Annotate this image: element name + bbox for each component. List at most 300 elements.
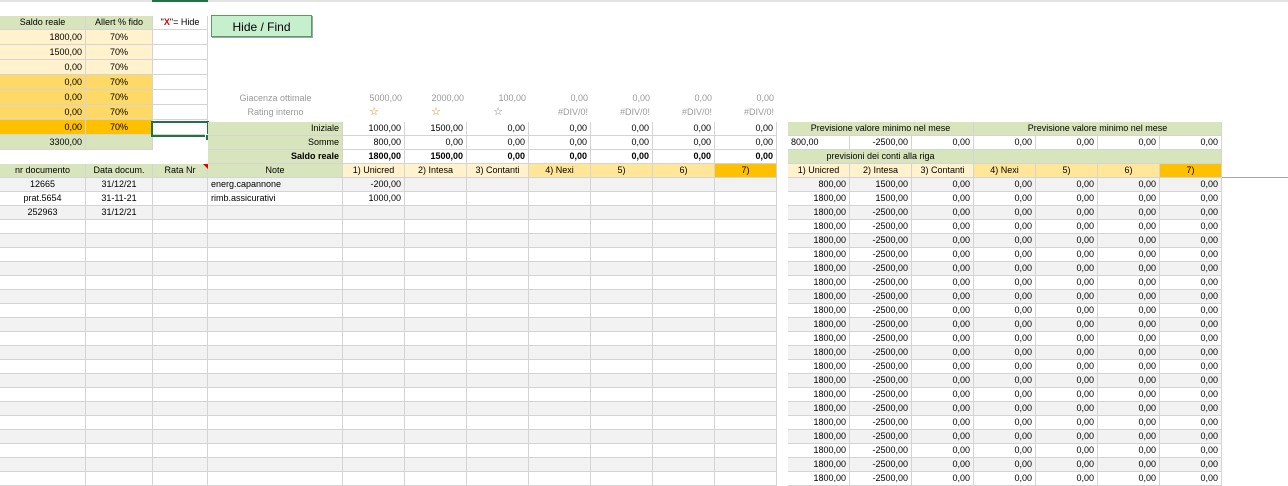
forecast-value[interactable]: 0,00: [1036, 234, 1098, 248]
amount-cell[interactable]: [715, 192, 777, 206]
forecast-value[interactable]: -2500,00: [850, 206, 912, 220]
amount-cell[interactable]: [715, 360, 777, 374]
rata-nr-cell[interactable]: [153, 318, 208, 332]
rata-nr-cell[interactable]: [153, 388, 208, 402]
amount-cell[interactable]: [653, 318, 715, 332]
nr-documento-cell[interactable]: [0, 458, 86, 472]
forecast-header[interactable]: 3) Contanti: [912, 164, 974, 178]
amount-cell[interactable]: [467, 262, 529, 276]
saldo-total[interactable]: 3300,00: [0, 135, 86, 150]
forecast-value[interactable]: 0,00: [912, 290, 974, 304]
amount-cell[interactable]: [653, 458, 715, 472]
amount-cell[interactable]: [529, 374, 591, 388]
iniziale-value[interactable]: 0,00: [467, 122, 529, 136]
somme-value[interactable]: 0,00: [591, 136, 653, 150]
forecast-value[interactable]: 1800,00: [788, 290, 850, 304]
forecast-value[interactable]: 0,00: [1160, 248, 1222, 262]
forecast-value[interactable]: 0,00: [1036, 458, 1098, 472]
forecast-value[interactable]: -2500,00: [850, 444, 912, 458]
amount-cell[interactable]: [591, 248, 653, 262]
amount-cell[interactable]: [591, 206, 653, 220]
forecast-value[interactable]: 1800,00: [788, 444, 850, 458]
amount-cell[interactable]: [715, 206, 777, 220]
nr-documento-cell[interactable]: [0, 248, 86, 262]
saldo-reale-value[interactable]: 1800,00: [343, 150, 405, 164]
note-cell[interactable]: [208, 220, 343, 234]
forecast-value[interactable]: 0,00: [1160, 192, 1222, 206]
rating-value[interactable]: #DIV/0!: [557, 107, 588, 117]
forecast-value[interactable]: 0,00: [1098, 360, 1160, 374]
giacenza-value[interactable]: 0,00: [756, 93, 774, 103]
amount-cell[interactable]: [467, 332, 529, 346]
somme-value[interactable]: 0,00: [715, 136, 777, 150]
amount-cell[interactable]: [653, 234, 715, 248]
saldo-reale-value[interactable]: 0,00: [0, 120, 86, 135]
saldo-reale-value[interactable]: 0,00: [0, 75, 86, 90]
forecast-value[interactable]: 1800,00: [788, 318, 850, 332]
forecast-value[interactable]: 1800,00: [788, 262, 850, 276]
amount-cell[interactable]: [405, 458, 467, 472]
amount-cell[interactable]: [343, 332, 405, 346]
forecast-value[interactable]: 1800,00: [788, 430, 850, 444]
amount-cell[interactable]: [529, 360, 591, 374]
amount-cell[interactable]: [405, 472, 467, 486]
forecast-value[interactable]: 1800,00: [788, 276, 850, 290]
amount-cell[interactable]: [467, 402, 529, 416]
nr-documento-cell[interactable]: [0, 374, 86, 388]
rata-nr-cell[interactable]: [153, 472, 208, 486]
nr-documento-cell[interactable]: [0, 332, 86, 346]
forecast-min-value[interactable]: 0,00: [1098, 136, 1160, 150]
forecast-value[interactable]: 0,00: [1098, 206, 1160, 220]
data-docum-cell[interactable]: [86, 248, 153, 262]
forecast-value[interactable]: 0,00: [1098, 318, 1160, 332]
forecast-value[interactable]: 0,00: [974, 430, 1036, 444]
forecast-value[interactable]: 0,00: [1160, 290, 1222, 304]
iniziale-label[interactable]: Iniziale: [208, 122, 343, 136]
saldo-reale-value[interactable]: 1500,00: [0, 45, 86, 60]
amount-cell[interactable]: [343, 374, 405, 388]
forecast-value[interactable]: -2500,00: [850, 402, 912, 416]
amount-cell[interactable]: [653, 472, 715, 486]
data-docum-cell[interactable]: [86, 374, 153, 388]
forecast-value[interactable]: 0,00: [912, 220, 974, 234]
forecast-value[interactable]: 0,00: [1036, 472, 1098, 486]
forecast-value[interactable]: -2500,00: [850, 332, 912, 346]
amount-cell[interactable]: [715, 248, 777, 262]
amount-cell[interactable]: [715, 318, 777, 332]
amount-cell[interactable]: [529, 304, 591, 318]
amount-cell[interactable]: [405, 262, 467, 276]
amount-cell[interactable]: [343, 346, 405, 360]
forecast-value[interactable]: 0,00: [1098, 220, 1160, 234]
data-docum-cell[interactable]: [86, 318, 153, 332]
header-account[interactable]: 5): [591, 164, 653, 178]
hide-cell[interactable]: [153, 75, 208, 90]
forecast-value[interactable]: 0,00: [1036, 374, 1098, 388]
forecast-min-value[interactable]: 0,00: [974, 136, 1036, 150]
hide-cell[interactable]: [153, 105, 208, 120]
amount-cell[interactable]: [405, 192, 467, 206]
forecast-value[interactable]: 0,00: [912, 416, 974, 430]
data-docum-cell[interactable]: [86, 234, 153, 248]
header-saldo-reale[interactable]: Saldo reale: [0, 16, 86, 30]
iniziale-value[interactable]: 0,00: [653, 122, 715, 136]
note-cell[interactable]: [208, 402, 343, 416]
amount-cell[interactable]: [529, 430, 591, 444]
forecast-min-value[interactable]: 0,00: [912, 136, 974, 150]
data-docum-cell[interactable]: [86, 220, 153, 234]
forecast-value[interactable]: 0,00: [1160, 360, 1222, 374]
saldo-reale-value[interactable]: 1500,00: [405, 150, 467, 164]
iniziale-value[interactable]: 0,00: [591, 122, 653, 136]
nr-documento-cell[interactable]: [0, 444, 86, 458]
forecast-header[interactable]: 4) Nexi: [974, 164, 1036, 178]
nr-documento-cell[interactable]: [0, 318, 86, 332]
data-docum-cell[interactable]: [86, 416, 153, 430]
total-empty[interactable]: [86, 135, 153, 150]
forecast-value[interactable]: 1800,00: [788, 234, 850, 248]
amount-cell[interactable]: [405, 332, 467, 346]
forecast-value[interactable]: 1500,00: [850, 192, 912, 206]
rata-nr-cell[interactable]: [153, 444, 208, 458]
forecast-value[interactable]: -2500,00: [850, 458, 912, 472]
allert-value[interactable]: 70%: [86, 120, 153, 135]
forecast-value[interactable]: 0,00: [1160, 416, 1222, 430]
header-account[interactable]: 2) Intesa: [405, 164, 467, 178]
rata-nr-cell[interactable]: [153, 458, 208, 472]
amount-cell[interactable]: [529, 290, 591, 304]
rata-nr-cell[interactable]: [153, 206, 208, 220]
amount-cell[interactable]: [343, 290, 405, 304]
amount-cell[interactable]: [591, 234, 653, 248]
forecast-title-right[interactable]: Previsione valore minimo nel mese: [974, 122, 1222, 136]
forecast-value[interactable]: 0,00: [1160, 430, 1222, 444]
forecast-value[interactable]: 1800,00: [788, 374, 850, 388]
amount-cell[interactable]: [715, 178, 777, 192]
forecast-value[interactable]: 0,00: [1098, 472, 1160, 486]
amount-cell[interactable]: [467, 304, 529, 318]
rata-nr-cell[interactable]: [153, 192, 208, 206]
forecast-value[interactable]: 0,00: [1098, 444, 1160, 458]
hide-cell[interactable]: [153, 30, 208, 45]
rata-nr-cell[interactable]: [153, 304, 208, 318]
data-docum-cell[interactable]: [86, 332, 153, 346]
iniziale-value[interactable]: 1000,00: [343, 122, 405, 136]
nr-documento-cell[interactable]: [0, 346, 86, 360]
forecast-value[interactable]: 0,00: [1098, 192, 1160, 206]
forecast-value[interactable]: 0,00: [1036, 304, 1098, 318]
amount-cell[interactable]: [405, 220, 467, 234]
forecast-value[interactable]: 0,00: [912, 276, 974, 290]
forecast-value[interactable]: 0,00: [974, 360, 1036, 374]
amount-cell[interactable]: [343, 304, 405, 318]
data-docum-cell[interactable]: [86, 276, 153, 290]
forecast-value[interactable]: 1800,00: [788, 206, 850, 220]
amount-cell[interactable]: [467, 346, 529, 360]
forecast-header[interactable]: 2) Intesa: [850, 164, 912, 178]
forecast-value[interactable]: 0,00: [1036, 178, 1098, 192]
amount-cell[interactable]: [343, 402, 405, 416]
forecast-value[interactable]: 0,00: [1098, 304, 1160, 318]
amount-cell[interactable]: [653, 206, 715, 220]
forecast-value[interactable]: 0,00: [974, 178, 1036, 192]
amount-cell[interactable]: [467, 220, 529, 234]
note-cell[interactable]: [208, 374, 343, 388]
header-account[interactable]: 3) Contanti: [467, 164, 529, 178]
amount-cell[interactable]: [343, 458, 405, 472]
amount-cell[interactable]: [343, 416, 405, 430]
giacenza-label[interactable]: Giacenza ottimale: [239, 93, 312, 103]
amount-cell[interactable]: [343, 234, 405, 248]
forecast-value[interactable]: -2500,00: [850, 220, 912, 234]
header-nr-documento[interactable]: nr documento: [0, 164, 86, 178]
forecast-value[interactable]: 0,00: [974, 402, 1036, 416]
note-cell[interactable]: [208, 248, 343, 262]
giacenza-value[interactable]: 100,00: [498, 93, 526, 103]
amount-cell[interactable]: [529, 458, 591, 472]
amount-cell[interactable]: [715, 402, 777, 416]
forecast-value[interactable]: -2500,00: [850, 304, 912, 318]
forecast-value[interactable]: -2500,00: [850, 276, 912, 290]
amount-cell[interactable]: [467, 248, 529, 262]
forecast-header[interactable]: 5): [1036, 164, 1098, 178]
rata-nr-cell[interactable]: [153, 346, 208, 360]
note-cell[interactable]: energ.capannone: [208, 178, 343, 192]
header-account[interactable]: 6): [653, 164, 715, 178]
forecast-value[interactable]: 0,00: [1036, 262, 1098, 276]
rating-value[interactable]: #DIV/0!: [743, 107, 774, 117]
amount-cell[interactable]: [467, 276, 529, 290]
amount-cell[interactable]: [467, 318, 529, 332]
forecast-value[interactable]: 0,00: [1160, 388, 1222, 402]
forecast-value[interactable]: 0,00: [1098, 234, 1160, 248]
somme-value[interactable]: 0,00: [467, 136, 529, 150]
amount-cell[interactable]: [591, 192, 653, 206]
somme-value[interactable]: 0,00: [405, 136, 467, 150]
forecast-value[interactable]: 0,00: [1036, 444, 1098, 458]
data-docum-cell[interactable]: [86, 402, 153, 416]
forecast-value[interactable]: 0,00: [1098, 388, 1160, 402]
data-docum-cell[interactable]: 31-11-21: [86, 192, 153, 206]
forecast-value[interactable]: 0,00: [1036, 276, 1098, 290]
giacenza-value[interactable]: 0,00: [570, 93, 588, 103]
forecast-value[interactable]: -2500,00: [850, 234, 912, 248]
forecast-value[interactable]: 0,00: [974, 262, 1036, 276]
forecast-value[interactable]: 0,00: [1036, 206, 1098, 220]
forecast-value[interactable]: 0,00: [974, 290, 1036, 304]
amount-cell[interactable]: [591, 472, 653, 486]
amount-cell[interactable]: [529, 276, 591, 290]
forecast-value[interactable]: -2500,00: [850, 430, 912, 444]
amount-cell[interactable]: [343, 220, 405, 234]
allert-value[interactable]: 70%: [86, 30, 153, 45]
note-cell[interactable]: [208, 234, 343, 248]
forecast-title-left[interactable]: Previsione valore minimo nel mese: [788, 122, 974, 136]
forecast-value[interactable]: 0,00: [1160, 346, 1222, 360]
data-docum-cell[interactable]: [86, 346, 153, 360]
note-cell[interactable]: [208, 360, 343, 374]
amount-cell[interactable]: [591, 458, 653, 472]
forecast-value[interactable]: 1800,00: [788, 220, 850, 234]
nr-documento-cell[interactable]: [0, 304, 86, 318]
rating-star-icon[interactable]: ☆: [493, 106, 503, 118]
somme-value[interactable]: 0,00: [653, 136, 715, 150]
rata-nr-cell[interactable]: [153, 360, 208, 374]
forecast-value[interactable]: 0,00: [1160, 276, 1222, 290]
nr-documento-cell[interactable]: [0, 262, 86, 276]
forecast-value[interactable]: 0,00: [912, 402, 974, 416]
rata-nr-cell[interactable]: [153, 416, 208, 430]
amount-cell[interactable]: [529, 178, 591, 192]
forecast-value[interactable]: -2500,00: [850, 262, 912, 276]
forecast-value[interactable]: 0,00: [974, 192, 1036, 206]
amount-cell[interactable]: [653, 192, 715, 206]
nr-documento-cell[interactable]: [0, 276, 86, 290]
amount-cell[interactable]: [591, 220, 653, 234]
forecast-value[interactable]: 0,00: [1098, 346, 1160, 360]
saldo-reale-value[interactable]: 0,00: [653, 150, 715, 164]
amount-cell[interactable]: [529, 206, 591, 220]
forecast-value[interactable]: 0,00: [1098, 416, 1160, 430]
amount-cell[interactable]: [467, 192, 529, 206]
forecast-value[interactable]: 0,00: [974, 318, 1036, 332]
note-cell[interactable]: [208, 430, 343, 444]
header-allert-fido[interactable]: Allert % fido: [86, 16, 153, 30]
allert-value[interactable]: 70%: [86, 75, 153, 90]
forecast-value[interactable]: 0,00: [912, 178, 974, 192]
amount-cell[interactable]: [529, 234, 591, 248]
forecast-value[interactable]: 0,00: [1036, 346, 1098, 360]
amount-cell[interactable]: [343, 248, 405, 262]
amount-cell[interactable]: [405, 360, 467, 374]
forecast-value[interactable]: 0,00: [1160, 262, 1222, 276]
giacenza-value[interactable]: 0,00: [632, 93, 650, 103]
forecast-value[interactable]: 0,00: [1036, 290, 1098, 304]
amount-cell[interactable]: [405, 374, 467, 388]
amount-cell[interactable]: [653, 416, 715, 430]
amount-cell[interactable]: [467, 234, 529, 248]
amount-cell[interactable]: [405, 304, 467, 318]
nr-documento-cell[interactable]: [0, 290, 86, 304]
amount-cell[interactable]: [591, 178, 653, 192]
forecast-value[interactable]: 0,00: [974, 458, 1036, 472]
forecast-subtitle[interactable]: previsioni dei conti alla riga: [788, 150, 974, 164]
amount-cell[interactable]: [467, 416, 529, 430]
forecast-value[interactable]: 0,00: [974, 276, 1036, 290]
iniziale-value[interactable]: 0,00: [529, 122, 591, 136]
amount-cell[interactable]: [467, 444, 529, 458]
forecast-value[interactable]: -2500,00: [850, 472, 912, 486]
amount-cell[interactable]: [653, 304, 715, 318]
forecast-value[interactable]: 0,00: [974, 248, 1036, 262]
nr-documento-cell[interactable]: 12665: [0, 178, 86, 192]
amount-cell[interactable]: [653, 248, 715, 262]
iniziale-value[interactable]: 0,00: [715, 122, 777, 136]
somme-label[interactable]: Somme: [208, 136, 343, 150]
amount-cell[interactable]: [653, 402, 715, 416]
forecast-value[interactable]: 0,00: [912, 192, 974, 206]
amount-cell[interactable]: [343, 430, 405, 444]
forecast-value[interactable]: -2500,00: [850, 248, 912, 262]
forecast-value[interactable]: 0,00: [1098, 290, 1160, 304]
amount-cell[interactable]: [467, 178, 529, 192]
amount-cell[interactable]: [715, 444, 777, 458]
nr-documento-cell[interactable]: [0, 360, 86, 374]
amount-cell[interactable]: [405, 444, 467, 458]
amount-cell[interactable]: [591, 444, 653, 458]
forecast-value[interactable]: 0,00: [912, 234, 974, 248]
amount-cell[interactable]: [343, 262, 405, 276]
data-docum-cell[interactable]: [86, 472, 153, 486]
note-cell[interactable]: [208, 346, 343, 360]
saldo-reale-value[interactable]: 0,00: [529, 150, 591, 164]
amount-cell[interactable]: [715, 458, 777, 472]
forecast-value[interactable]: 0,00: [1160, 234, 1222, 248]
forecast-value[interactable]: 0,00: [1160, 332, 1222, 346]
amount-cell[interactable]: [529, 318, 591, 332]
amount-cell[interactable]: [467, 430, 529, 444]
amount-cell[interactable]: [529, 416, 591, 430]
forecast-subtitle-blank[interactable]: [974, 150, 1222, 164]
amount-cell[interactable]: [715, 388, 777, 402]
saldo-reale-label[interactable]: Saldo reale: [208, 150, 343, 164]
forecast-value[interactable]: 800,00: [788, 178, 850, 192]
amount-cell[interactable]: [653, 290, 715, 304]
forecast-value[interactable]: -2500,00: [850, 416, 912, 430]
amount-cell[interactable]: [405, 248, 467, 262]
amount-cell[interactable]: [653, 346, 715, 360]
forecast-value[interactable]: 0,00: [1098, 430, 1160, 444]
giacenza-value[interactable]: 2000,00: [431, 93, 464, 103]
amount-cell[interactable]: [467, 290, 529, 304]
amount-cell[interactable]: [343, 444, 405, 458]
rating-value[interactable]: #DIV/0!: [681, 107, 712, 117]
rating-star-icon[interactable]: ☆: [431, 106, 441, 118]
forecast-value[interactable]: 0,00: [1036, 318, 1098, 332]
header-account[interactable]: 1) Unicred: [343, 164, 405, 178]
amount-cell[interactable]: [529, 388, 591, 402]
hide-cell[interactable]: [153, 45, 208, 60]
forecast-value[interactable]: 0,00: [974, 234, 1036, 248]
note-cell[interactable]: [208, 332, 343, 346]
rata-nr-cell[interactable]: [153, 262, 208, 276]
hide-find-button[interactable]: Hide / Find: [211, 15, 312, 37]
saldo-reale-value[interactable]: 0,00: [591, 150, 653, 164]
forecast-value[interactable]: 1800,00: [788, 332, 850, 346]
forecast-value[interactable]: 0,00: [974, 472, 1036, 486]
forecast-value[interactable]: 0,00: [974, 374, 1036, 388]
note-cell[interactable]: rimb.assicurativi: [208, 192, 343, 206]
amount-cell[interactable]: [529, 472, 591, 486]
forecast-value[interactable]: 0,00: [912, 248, 974, 262]
data-docum-cell[interactable]: [86, 430, 153, 444]
amount-cell[interactable]: [467, 206, 529, 220]
forecast-value[interactable]: 0,00: [1098, 248, 1160, 262]
somme-value[interactable]: 0,00: [529, 136, 591, 150]
amount-cell[interactable]: [653, 220, 715, 234]
saldo-reale-value[interactable]: 0,00: [467, 150, 529, 164]
forecast-value[interactable]: 0,00: [1098, 374, 1160, 388]
rating-label[interactable]: Rating interno: [247, 107, 304, 117]
note-cell[interactable]: [208, 206, 343, 220]
forecast-value[interactable]: -2500,00: [850, 374, 912, 388]
amount-cell[interactable]: [591, 360, 653, 374]
amount-cell[interactable]: [529, 346, 591, 360]
amount-cell[interactable]: [715, 472, 777, 486]
amount-cell[interactable]: [653, 444, 715, 458]
amount-cell[interactable]: [591, 430, 653, 444]
